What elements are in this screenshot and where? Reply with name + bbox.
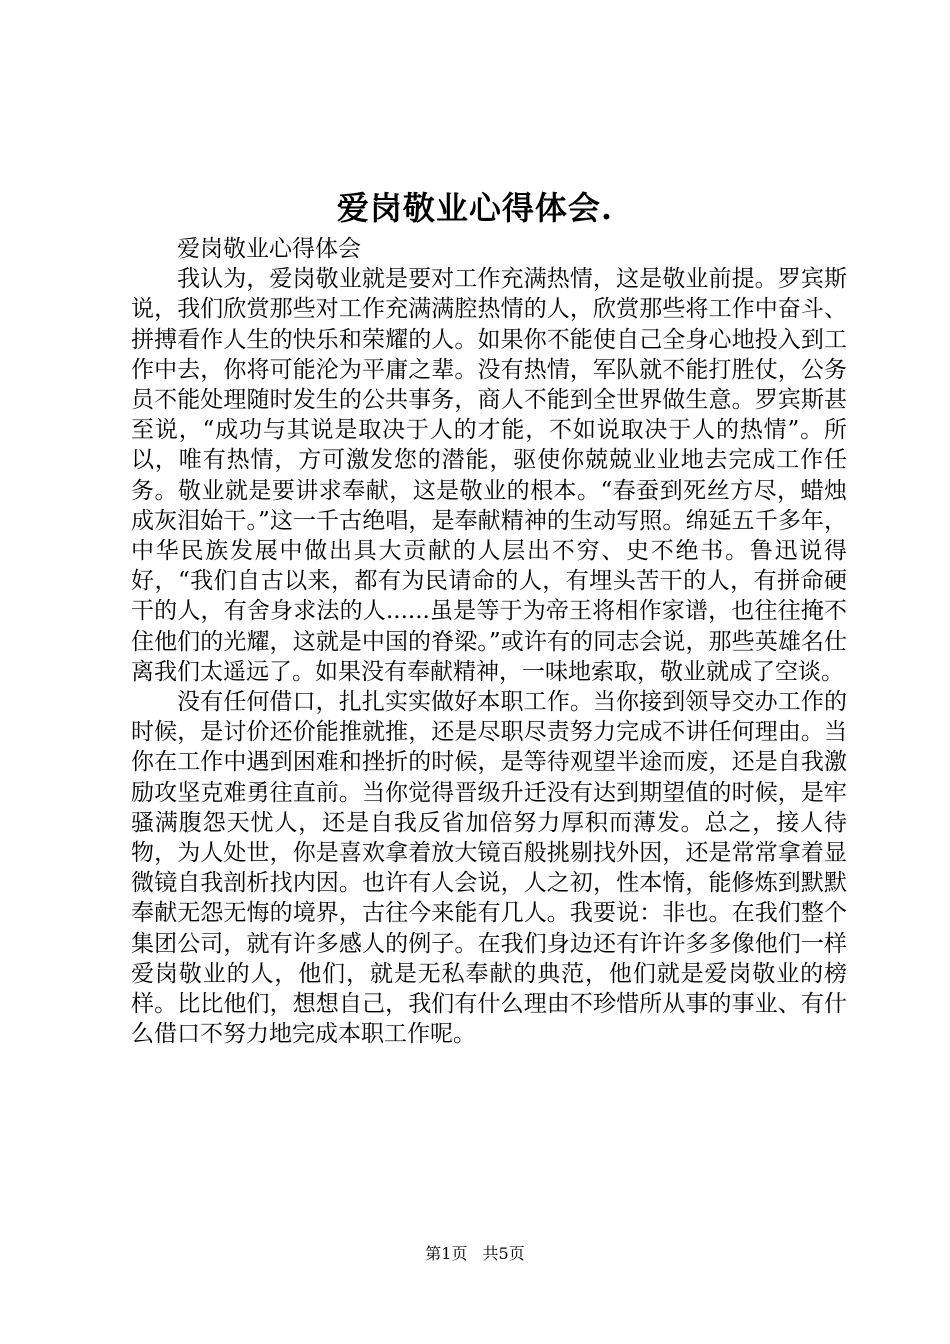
subtitle-paragraph: 爱岗敬业心得体会 <box>177 236 361 262</box>
document-title: 爱岗敬业心得体会. <box>336 189 614 227</box>
page-footer <box>0 1243 950 1265</box>
body-paragraph: 我认为，爱岗敬业就是要对工作充满热情，这是敬业前提。罗宾斯说，我们欣赏那些对工作充满满腔热情的人，欣赏那些将工作中奋斗、拼搏看作人生的快乐和荣耀的人。如果你不能使自己全身心地投入到工作中去，你将可能沦为平庸之辈。没有热情，军队就不能打胜仗，公务员不能处理随时发生的公共事务，商人不能到全世界做生意。罗宾斯甚至说，“成功与其说是取决于人的才能，不如说取决于人的热情”。所以，唯有热情，方可激发您的潜能，驱使你兢兢业业地去完成工作任务。敬业就是要讲求奉献，这是敬业的根本。“春蚕到死丝方尽，蜡烛成灰泪始干。”这一千古绝唱，是奉献精神的生动写照。绵延五千多年，中华民族发展中做出具大贡献的人层出不穷、史不绝书。鲁迅说得好，“我们自古以来，都有为民请命的人，有埋头苦干的人，有拼命硬干的人，有舍身求法的人......虽是等于为帝王将相作家谱，也往往掩不住他们的光耀，这就是中国的脊梁。”或许有的同志会说，那些英雄名仕离我们太遥远了。如果没有奉献精神，一味地索取，敬业就成了空谈。 <box>131 266 847 685</box>
body-paragraph: 没有任何借口，扎扎实实做好本职工作。当你接到领导交办工作的时候，是讨价还价能推就推，还是尽职尽责努力完成不讲任何理由。当你在工作中遇到困难和挫折的时候，是等待观望半途而废，还是自我激励攻坚克难勇往直前。当你觉得晋级升迁没有达到期望值的时候，是牢骚满腹怨天忧人，还是自我反省加倍努力厚积而薄发。总之，接人待物，为人处世，你是喜欢拿着放大镜百般挑剔找外因，还是常常拿着显微镜自我剖析找内因。也许有人会说，人之初，性本惰，能修炼到默默奉献无怨无悔的境界，古往今来能有几人。我要说：非也。在我们整个集团公司，就有许多感人的例子。在我们身边还有许许多多像他们一样爱岗敬业的人，他们，就是无私奉献的典范，他们就是爱岗敬业的榜样。比比他们，想想自己，我们有什么理由不珍惜所从事的事业、有什么借口不努力地完成本职工作呢。 <box>131 689 847 1048</box>
page-total: 共5页 <box>482 1244 525 1263</box>
document-body <box>131 234 847 1049</box>
page-number: 第1页 <box>425 1244 468 1263</box>
